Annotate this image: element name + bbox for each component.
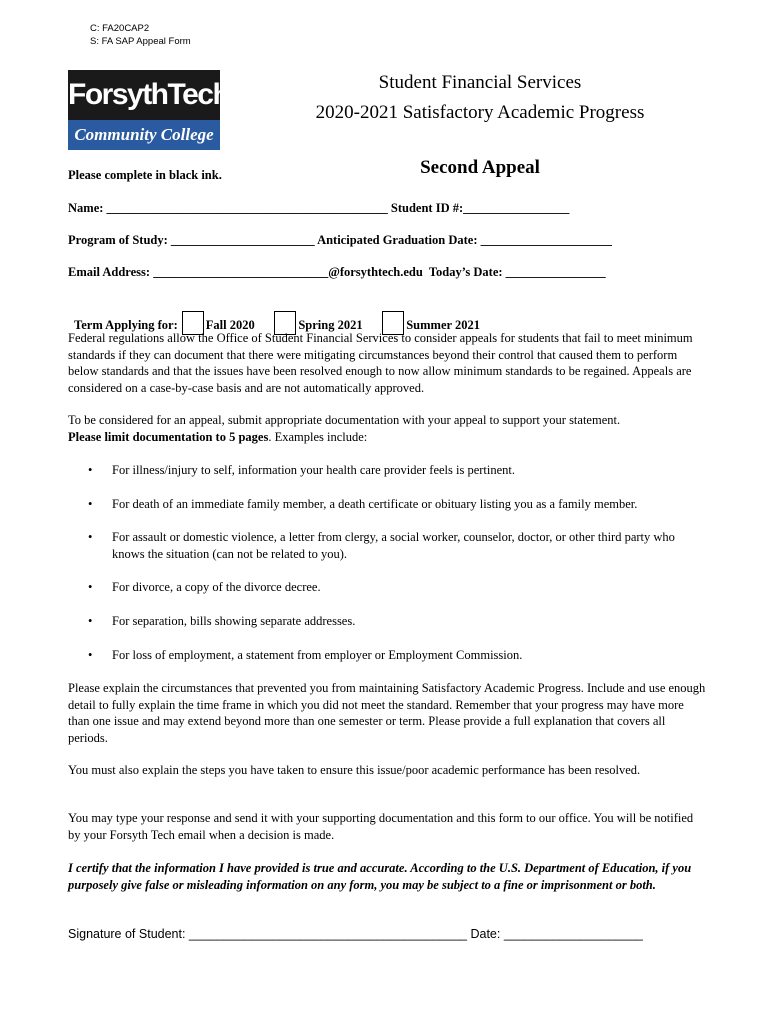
name-field-row[interactable]: Name: _____________________________________________ Student ID #:_________________ — [68, 201, 570, 215]
steps-paragraph: You must also explain the steps you have taken to ensure this issue/poor academic performance has been resolved. — [68, 763, 641, 777]
bullet-icon: • — [88, 463, 93, 477]
regulations-paragraph: Federal regulations allow the Office of Student Financial Services to consider appeals for students that fail to meet minimum standards if they can document that there were mitigating circumstances beyond their control that caused them to perform below standards and that the issues have been resolved enough to now allow minimum standards to be regained. Appeals are considered on a case-by-case basis and are not automatically approved. — [68, 331, 693, 395]
documentation-paragraph — [68, 412, 708, 445]
explain-paragraph: Please explain the circumstances that prevented you from maintaining Satisfactory Academic Progress. Include and use enough detail to fully explain the time frame in which you did not meet the standard. Remember that your progress may have more than one issue and may extend beyond more than one semester or term. Please provide a full explanation that covers all periods. — [68, 681, 706, 745]
spring-label: Spring 2021 — [298, 318, 363, 332]
summer-label: Summer 2021 — [406, 318, 480, 332]
bullet-icon: • — [88, 580, 93, 594]
bullet-icon: • — [88, 497, 93, 511]
form-code-s: S: FA SAP Appeal Form — [90, 36, 191, 47]
certification-statement: I certify that the information I have provided is true and accurate. According to the U.S. Department of Education, if you purposely give false or misleading information on any form, you may be subject to a fine or imprisonment or both. — [68, 861, 692, 892]
bullet-icon: • — [88, 614, 93, 628]
logo-subtitle: Community College — [68, 120, 220, 150]
appeal-title: Second Appeal — [420, 157, 540, 178]
bullet-icon: • — [88, 530, 93, 544]
signature-row[interactable]: Signature of Student: ________________________________________ Date: ____________________ — [68, 927, 643, 941]
term-label: Term Applying for: — [74, 318, 178, 332]
logo-name: ForsythTech — [68, 70, 220, 120]
form-code-c: C: FA20CAP2 — [90, 23, 150, 34]
office-title: Student Financial Services — [378, 72, 582, 93]
ink-instruction: Please complete in black ink. — [68, 168, 222, 182]
bullet-icon: • — [88, 648, 93, 662]
submission-paragraph: You may type your response and send it with your supporting documentation and this form to our office. You will be notified by your Forsyth Tech email when a decision is made. — [68, 811, 694, 842]
college-logo — [68, 70, 230, 150]
examples-text: . Examples include: — [268, 429, 368, 444]
documentation-text: To be considered for an appeal, submit appropriate documentation with your appeal to support your statement. — [68, 413, 621, 427]
form-title: 2020-2021 Satisfactory Academic Progress — [315, 102, 645, 123]
email-field-row[interactable]: Email Address: ____________________________@forsythtech.edu Today’s Date: ________________ — [68, 265, 606, 279]
fall-label: Fall 2020 — [205, 318, 255, 332]
page-limit-text: Please limit documentation to 5 pages — [68, 429, 269, 444]
program-field-row[interactable]: Program of Study: _______________________ Anticipated Graduation Date: _____________________ — [68, 233, 612, 247]
